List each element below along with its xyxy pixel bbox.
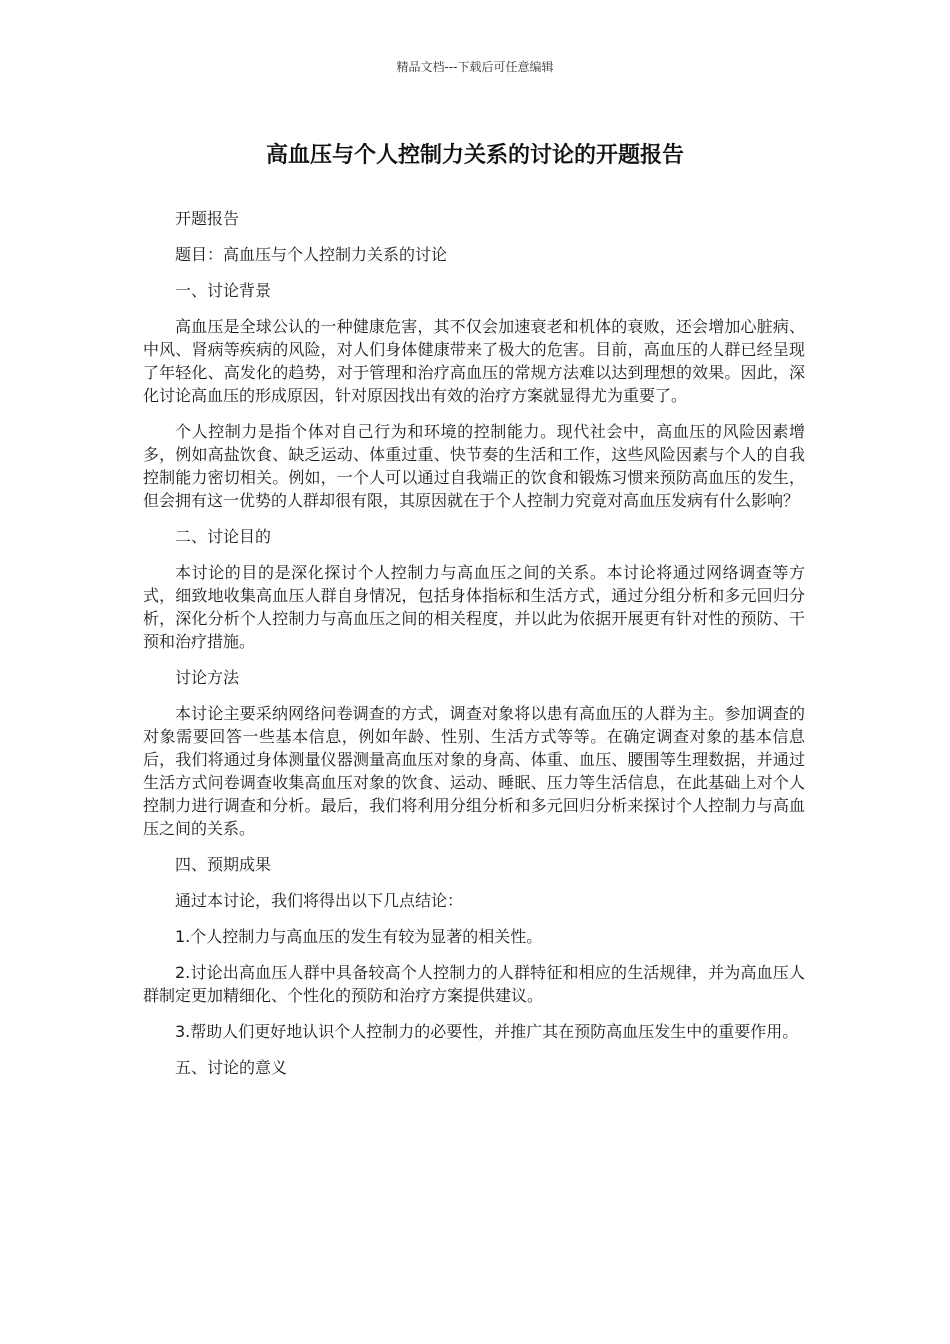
paragraph-method: 本讨论主要采纳网络问卷调查的方式，调查对象将以患有高血压的人群为主。参加调查的对象需要回答一些基本信息，例如年龄、性别、生活方式等等。在确定调查对象的基本信息后，我们将通过身体测量仪器测量高血压对象的身高、体重、血压、腰围等生理数据，并通过生活方式问卷调查收集高血压对象的饮食、运动、睡眠、压力等生活信息，在此基础上对个人控制力进行调查和分析。最后，我们将利用分组分析和多元回归分析来探讨个人控制力与高血压之间的关系。 — [143, 704, 805, 838]
list-item-conclusion-3: 3.帮助人们更好地认识个人控制力的必要性，并推广其在预防高血压发生中的重要作用。 — [175, 1022, 799, 1041]
paragraph-opening-report: 开题报告 — [175, 209, 240, 228]
paragraph-conclusions-intro: 通过本讨论，我们将得出以下几点结论： — [175, 891, 464, 910]
document-title: 高血压与个人控制力关系的讨论的开题报告 — [265, 143, 684, 168]
section-heading-method: 讨论方法 — [175, 668, 240, 687]
paragraph-background-2: 个人控制力是指个体对自己行为和环境的控制能力。现代社会中，高血压的风险因素增多，例如高盐饮食、缺乏运动、体重过重、快节奏的生活和工作，这些风险因素与个人的自我控制能力密切相关。例如，一个人可以通过自我端正的饮食和锻炼习惯来预防高血压的发生，但会拥有这一优势的人群却很有限，其原因就在于个人控制力究竟对高血压发病有什么影响？ — [143, 422, 805, 510]
header-note: 精品文档---下载后可任意编辑 — [396, 60, 554, 74]
paragraph-topic: 题目：高血压与个人控制力关系的讨论 — [175, 245, 448, 264]
list-item-conclusion-1: 1.个人控制力与高血压的发生有较为显著的相关性。 — [175, 927, 543, 946]
paragraph-purpose: 本讨论的目的是深化探讨个人控制力与高血压之间的关系。本讨论将通过网络调查等方式，细致地收集高血压人群自身情况，包括身体指标和生活方式，通过分组分析和多元回归分析，深化分析个人控制力与高血压之间的相关程度，并以此为依据开展更有针对性的预防、干预和治疗措施。 — [143, 563, 805, 651]
paragraph-background-1: 高血压是全球公认的一种健康危害，其不仅会加速衰老和机体的衰败，还会增加心脏病、中风、肾病等疾病的风险，对人们身体健康带来了极大的危害。目前，高血压的人群已经呈现了年轻化、高发化的趋势，对于管理和治疗高血压的常规方法难以达到理想的效果。因此，深化讨论高血压的形成原因，针对原因找出有效的治疗方案就显得尤为重要了。 — [143, 317, 805, 405]
list-item-conclusion-2: 2.讨论出高血压人群中具备较高个人控制力的人群特征和相应的生活规律，并为高血压人群制定更加精细化、个性化的预防和治疗方案提供建议。 — [143, 963, 805, 1005]
section-heading-background: 一、讨论背景 — [175, 281, 272, 300]
section-heading-expected-results: 四、预期成果 — [175, 855, 272, 874]
section-heading-significance: 五、讨论的意义 — [175, 1058, 288, 1077]
document-body — [143, 207, 805, 1092]
section-heading-purpose: 二、讨论目的 — [175, 527, 272, 546]
